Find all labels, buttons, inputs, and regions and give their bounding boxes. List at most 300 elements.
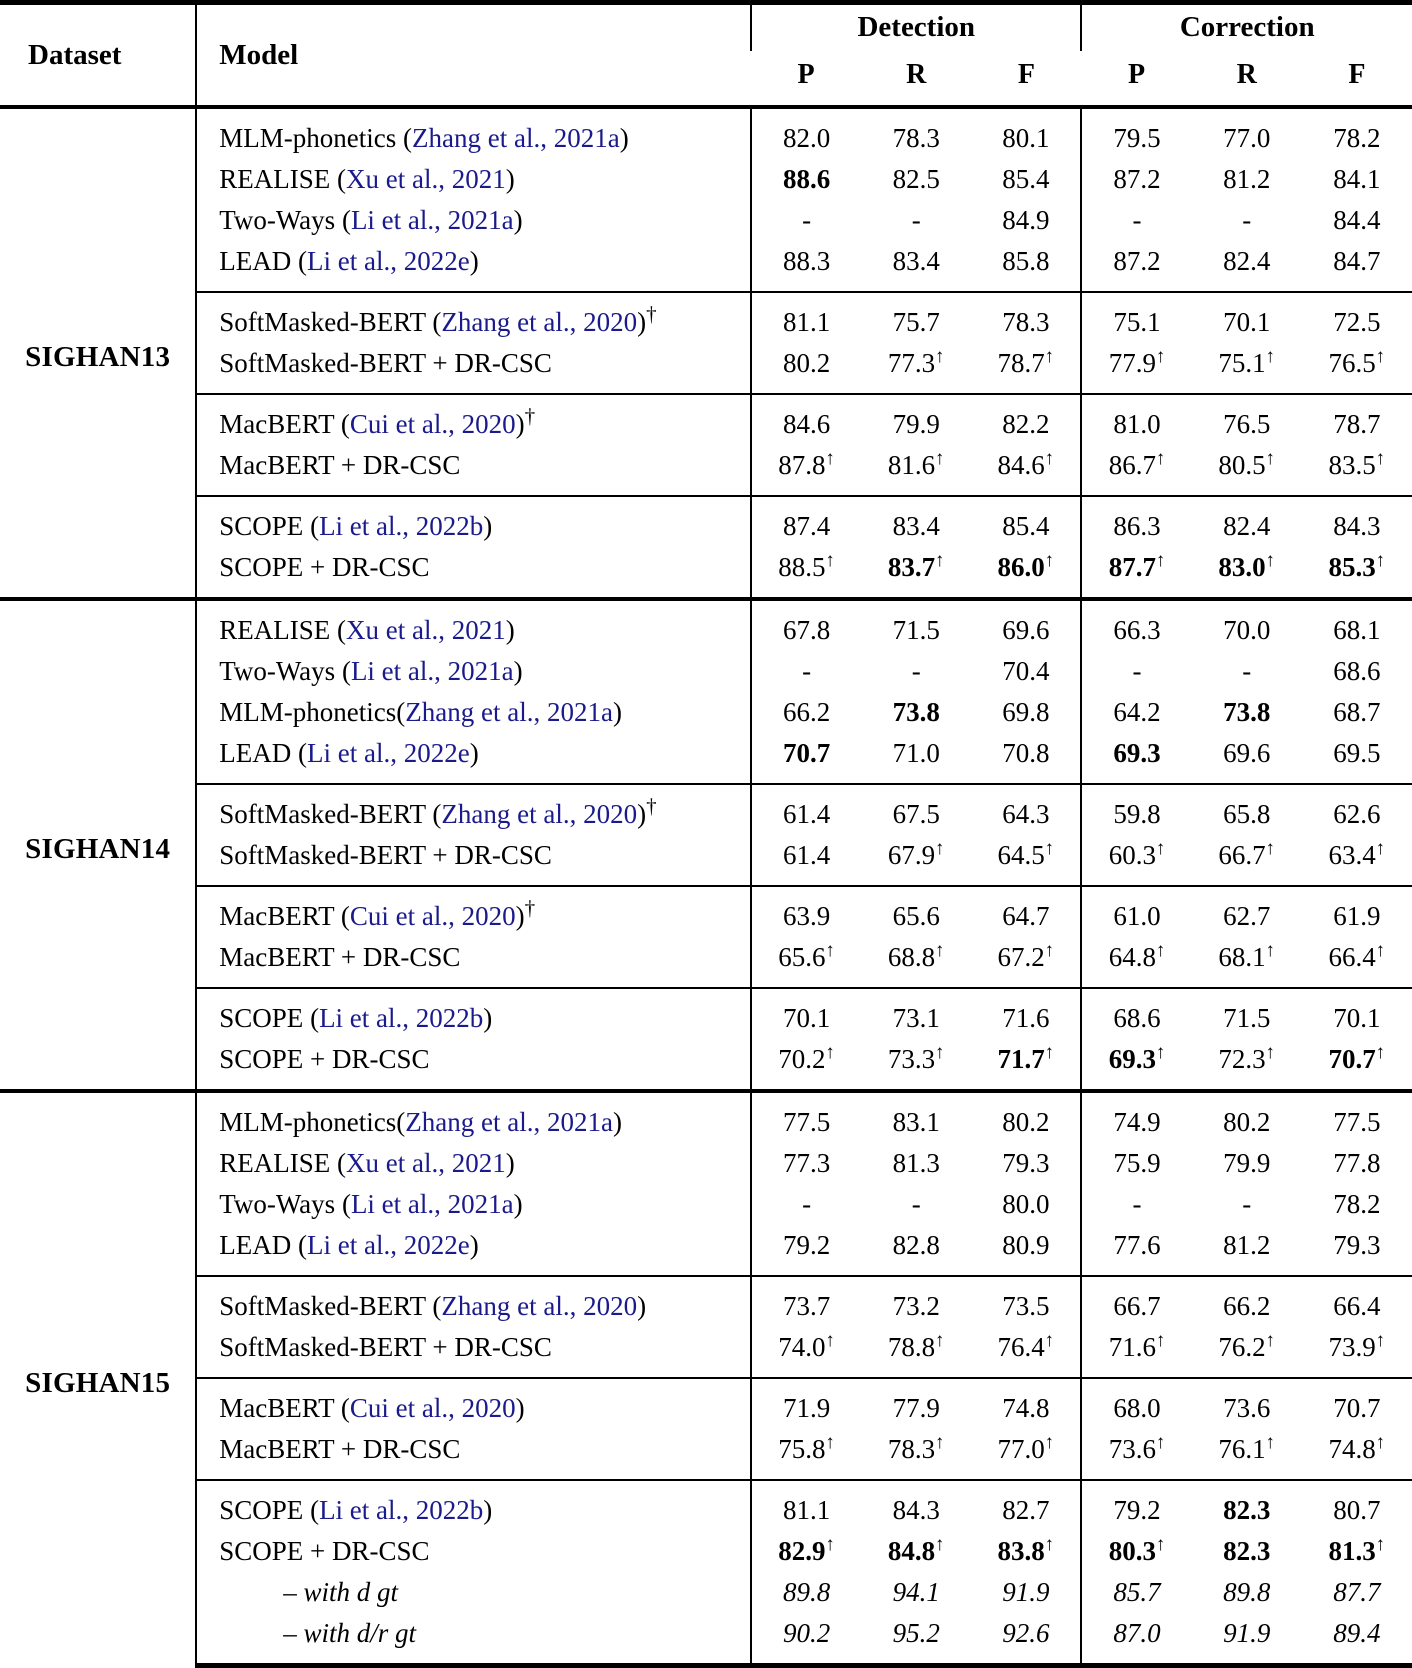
table-row xyxy=(0,835,1412,886)
metric-value-cell xyxy=(1302,1572,1412,1613)
metric-value: 64.3 xyxy=(1002,799,1050,829)
metric-value-cell xyxy=(751,547,861,599)
up-arrow-icon: ↑ xyxy=(825,940,835,961)
metric-value: 75.1 xyxy=(1218,348,1266,378)
metric-value-cell xyxy=(1302,496,1412,547)
up-arrow-icon: ↑ xyxy=(1375,940,1386,961)
citation-link[interactable]: Xu et al., 2021 xyxy=(346,1148,506,1178)
up-arrow-icon: ↑ xyxy=(1375,1534,1386,1555)
metric-value: 80.5 xyxy=(1218,450,1266,480)
metric-value-cell xyxy=(1192,599,1302,651)
up-arrow-icon: ↑ xyxy=(1044,1432,1055,1453)
metric-value-cell xyxy=(1302,1091,1412,1143)
metric-value-cell xyxy=(1192,292,1302,343)
metric-value: 79.9 xyxy=(892,409,940,439)
column-header-correction-p: P xyxy=(1081,51,1191,107)
metric-value-cell xyxy=(971,159,1081,200)
metric-value-cell xyxy=(1081,1143,1191,1184)
metric-value-cell xyxy=(861,1143,971,1184)
citation-paren-open: ( xyxy=(337,164,347,194)
citation-paren-open: ( xyxy=(432,1291,442,1321)
table-row xyxy=(0,241,1412,292)
metric-value-cell xyxy=(1192,784,1302,835)
up-arrow-icon: ↑ xyxy=(935,1534,945,1555)
metric-value-cell xyxy=(1192,886,1302,937)
model-name-cell xyxy=(196,1378,751,1429)
metric-value: 66.7 xyxy=(1113,1291,1161,1321)
model-name-text: MLM-phonetics xyxy=(219,123,403,153)
metric-value: 83.5 xyxy=(1328,450,1376,480)
metric-value: - xyxy=(1242,205,1252,235)
model-name-text: SCOPE xyxy=(219,1003,311,1033)
metric-value-cell xyxy=(971,1572,1081,1613)
metric-value-cell xyxy=(861,1184,971,1225)
metric-value-cell xyxy=(1081,159,1191,200)
metric-value: 69.3 xyxy=(1108,1044,1156,1074)
metric-value: 79.2 xyxy=(782,1230,831,1260)
up-arrow-icon: ↑ xyxy=(1155,448,1166,469)
model-name-cell xyxy=(196,1531,751,1572)
metric-value: 82.3 xyxy=(1223,1536,1271,1566)
metric-value-cell xyxy=(971,692,1081,733)
metric-value-cell xyxy=(971,651,1081,692)
metric-value-cell xyxy=(751,159,861,200)
up-arrow-icon: ↑ xyxy=(935,550,945,571)
metric-value-cell xyxy=(1081,107,1191,159)
metric-value-cell xyxy=(971,784,1081,835)
model-name-text: SoftMasked-BERT + DR-CSC xyxy=(219,1332,552,1362)
up-arrow-icon: ↑ xyxy=(825,550,835,571)
metric-value-cell xyxy=(1081,394,1191,445)
metric-value: 79.5 xyxy=(1113,123,1161,153)
metric-value: 64.5 xyxy=(997,840,1045,870)
metric-value: 76.5 xyxy=(1328,348,1376,378)
citation-paren-open: ( xyxy=(396,1107,406,1137)
metric-value: 77.5 xyxy=(1333,1107,1381,1137)
metric-value: 73.2 xyxy=(892,1291,940,1321)
metric-value-cell xyxy=(1192,692,1302,733)
metric-value: 82.4 xyxy=(1223,246,1271,276)
metric-value-cell xyxy=(971,1327,1081,1378)
metric-value-cell xyxy=(751,937,861,988)
metric-value: 78.7 xyxy=(997,348,1045,378)
metric-value-cell xyxy=(1302,241,1412,292)
citation-paren-close: ) xyxy=(483,511,493,541)
metric-value: 82.7 xyxy=(1002,1495,1050,1525)
model-name-text: SoftMasked-BERT + DR-CSC xyxy=(219,348,552,378)
model-name-text: Two-Ways xyxy=(219,205,342,235)
model-name-cell xyxy=(196,651,751,692)
up-arrow-icon: ↑ xyxy=(1155,1330,1166,1351)
citation-link[interactable]: Li et al., 2022e xyxy=(307,738,470,768)
citation-link[interactable]: Cui et al., 2020 xyxy=(349,901,516,931)
metric-value-cell xyxy=(1081,445,1191,496)
table-row xyxy=(0,200,1412,241)
citation-link[interactable]: Zhang et al., 2020 xyxy=(441,307,638,337)
up-arrow-icon: ↑ xyxy=(935,1432,945,1453)
metric-value-cell xyxy=(861,496,971,547)
metric-value-cell xyxy=(1302,1225,1412,1276)
metric-value: 63.9 xyxy=(782,901,831,931)
up-arrow-icon: ↑ xyxy=(825,1432,835,1453)
metric-value-cell xyxy=(751,1480,861,1531)
up-arrow-icon: ↑ xyxy=(1044,1042,1055,1063)
metric-value: 61.4 xyxy=(782,840,831,870)
metric-value-cell xyxy=(1192,1225,1302,1276)
metric-value: 64.8 xyxy=(1108,942,1156,972)
metric-value-cell xyxy=(751,1143,861,1184)
up-arrow-icon: ↑ xyxy=(1265,448,1276,469)
metric-value-cell xyxy=(1192,988,1302,1039)
metric-value-cell xyxy=(1302,937,1412,988)
metric-value-cell xyxy=(1302,1378,1412,1429)
metric-value: 73.8 xyxy=(892,697,940,727)
table-row xyxy=(0,651,1412,692)
metric-value: - xyxy=(1132,205,1142,235)
metric-value-cell xyxy=(861,835,971,886)
table-row xyxy=(0,599,1412,651)
dagger-icon: † xyxy=(646,794,657,818)
metric-value-cell xyxy=(1081,599,1191,651)
metric-value-cell xyxy=(751,1091,861,1143)
metric-value: 68.1 xyxy=(1333,615,1381,645)
metric-value: 84.1 xyxy=(1333,164,1381,194)
metric-value: 83.8 xyxy=(997,1536,1045,1566)
metric-value: 63.4 xyxy=(1328,840,1376,870)
metric-value-cell xyxy=(751,1184,861,1225)
citation-paren-open: ( xyxy=(310,511,320,541)
metric-value-cell xyxy=(971,1429,1081,1480)
metric-value-cell xyxy=(751,835,861,886)
metric-value: 65.8 xyxy=(1223,799,1271,829)
up-arrow-icon: ↑ xyxy=(1044,346,1055,367)
metric-value-cell xyxy=(751,988,861,1039)
citation-paren-open: ( xyxy=(341,205,351,235)
citation-paren-close: ) xyxy=(505,615,515,645)
metric-value: 87.2 xyxy=(1113,164,1161,194)
metric-value: 88.5 xyxy=(778,552,826,582)
model-name-cell xyxy=(196,1184,751,1225)
metric-value-cell xyxy=(1081,547,1191,599)
metric-value-cell xyxy=(1302,292,1412,343)
model-name-cell xyxy=(196,241,751,292)
citation-paren-close: ) xyxy=(483,1003,493,1033)
citation-link[interactable]: Li et al., 2021a xyxy=(350,656,514,686)
model-name-cell xyxy=(196,159,751,200)
citation-paren-open: ( xyxy=(340,901,350,931)
metric-value: 77.0 xyxy=(1223,123,1271,153)
metric-value: 73.6 xyxy=(1223,1393,1271,1423)
model-name-text: SoftMasked-BERT xyxy=(219,799,433,829)
metric-value: 85.7 xyxy=(1113,1577,1161,1607)
table-row xyxy=(0,394,1412,445)
metric-value-cell xyxy=(1302,1531,1412,1572)
metric-value-cell xyxy=(1081,1378,1191,1429)
metric-value: 69.3 xyxy=(1113,738,1161,768)
metric-value-cell xyxy=(971,1143,1081,1184)
metric-value: 84.3 xyxy=(892,1495,940,1525)
metric-value: 89.4 xyxy=(1333,1618,1381,1648)
metric-value-cell xyxy=(971,835,1081,886)
metric-value: 91.9 xyxy=(1002,1577,1050,1607)
table-row xyxy=(0,733,1412,784)
table-row xyxy=(0,547,1412,599)
citation-link[interactable]: Zhang et al., 2021a xyxy=(412,123,620,153)
metric-value-cell xyxy=(971,1276,1081,1327)
metric-value-cell xyxy=(1192,445,1302,496)
metric-value: 82.9 xyxy=(778,1536,826,1566)
metric-value-cell xyxy=(971,200,1081,241)
citation-link[interactable]: Li et al., 2022b xyxy=(319,511,484,541)
up-arrow-icon: ↑ xyxy=(935,448,945,469)
citation-link[interactable]: Li et al., 2022b xyxy=(319,1495,484,1525)
metric-value: 64.7 xyxy=(1002,901,1050,931)
metric-value: 75.1 xyxy=(1113,307,1161,337)
citation-paren-close: ) xyxy=(469,1230,479,1260)
table-row xyxy=(0,692,1412,733)
table-row xyxy=(0,1429,1412,1480)
metric-value-cell xyxy=(861,394,971,445)
metric-value-cell xyxy=(1192,1184,1302,1225)
model-name-cell xyxy=(196,1613,751,1666)
metric-value: 83.0 xyxy=(1218,552,1266,582)
metric-value-cell xyxy=(1302,988,1412,1039)
metric-value: 73.8 xyxy=(1223,697,1271,727)
metric-value: 84.4 xyxy=(1333,205,1381,235)
model-name-text: LEAD xyxy=(219,738,298,768)
model-name-cell xyxy=(196,988,751,1039)
model-name-cell xyxy=(196,784,751,835)
metric-value: 78.2 xyxy=(1333,1189,1381,1219)
metric-value-cell xyxy=(861,1613,971,1666)
metric-value-cell xyxy=(1081,651,1191,692)
metric-value-cell xyxy=(971,394,1081,445)
metric-value: 79.3 xyxy=(1002,1148,1050,1178)
metric-value-cell xyxy=(861,1572,971,1613)
metric-value-cell xyxy=(861,241,971,292)
metric-value: 70.4 xyxy=(1002,656,1050,686)
citation-link[interactable]: Zhang et al., 2021a xyxy=(405,697,613,727)
model-name-text: REALISE xyxy=(219,1148,338,1178)
metric-value-cell xyxy=(751,1327,861,1378)
metric-value-cell xyxy=(971,1184,1081,1225)
metric-value-cell xyxy=(751,1429,861,1480)
citation-link[interactable]: Li et al., 2022b xyxy=(319,1003,484,1033)
column-header-dataset: Dataset xyxy=(0,3,196,108)
model-name-cell xyxy=(196,1143,751,1184)
metric-value: 81.1 xyxy=(782,307,831,337)
metric-value: 81.6 xyxy=(887,450,936,480)
metric-value-cell xyxy=(1192,200,1302,241)
metric-value-cell xyxy=(751,784,861,835)
metric-value: 62.7 xyxy=(1223,901,1271,931)
citation-paren-close: ) xyxy=(505,1148,515,1178)
metric-value: 75.7 xyxy=(892,307,940,337)
dagger-icon: † xyxy=(524,404,536,428)
metric-value: 66.3 xyxy=(1113,615,1161,645)
model-name-cell xyxy=(196,200,751,241)
model-name-cell xyxy=(196,1429,751,1480)
metric-value-cell xyxy=(1302,733,1412,784)
metric-value: 67.8 xyxy=(782,615,831,645)
metric-value: 71.5 xyxy=(892,615,940,645)
metric-value-cell xyxy=(1302,886,1412,937)
metric-value: 85.8 xyxy=(1002,246,1050,276)
metric-value: 71.7 xyxy=(997,1044,1045,1074)
metric-value-cell xyxy=(971,1378,1081,1429)
metric-value-cell xyxy=(1192,1276,1302,1327)
metric-value-cell xyxy=(971,1091,1081,1143)
metric-value: 94.1 xyxy=(892,1577,940,1607)
up-arrow-icon: ↑ xyxy=(825,1330,835,1351)
metric-value-cell xyxy=(1302,343,1412,394)
table-row xyxy=(0,107,1412,159)
up-arrow-icon: ↑ xyxy=(1375,1042,1386,1063)
metric-value-cell xyxy=(1081,1429,1191,1480)
model-name-cell xyxy=(196,835,751,886)
table-row xyxy=(0,1572,1412,1613)
citation-link[interactable]: Li et al., 2022e xyxy=(307,1230,470,1260)
up-arrow-icon: ↑ xyxy=(1265,1330,1276,1351)
metric-value: 73.7 xyxy=(782,1291,831,1321)
metric-value-cell xyxy=(971,343,1081,394)
table-row xyxy=(0,1184,1412,1225)
citation-link[interactable]: Xu et al., 2021 xyxy=(346,164,506,194)
metric-value: 70.1 xyxy=(782,1003,831,1033)
metric-value: 83.4 xyxy=(892,511,940,541)
column-header-detection-r: R xyxy=(861,51,971,107)
metric-value: 80.0 xyxy=(1002,1189,1050,1219)
metric-value-cell xyxy=(861,1091,971,1143)
metric-value-cell xyxy=(861,159,971,200)
metric-value-cell xyxy=(751,692,861,733)
metric-value: 71.6 xyxy=(1002,1003,1050,1033)
model-name-cell xyxy=(196,1480,751,1531)
dataset-label-sighan13: SIGHAN13 xyxy=(0,107,196,599)
model-name-text: SoftMasked-BERT xyxy=(219,307,433,337)
metric-value: 70.1 xyxy=(1333,1003,1381,1033)
metric-value: 77.9 xyxy=(892,1393,940,1423)
citation-paren-close: ) xyxy=(469,246,479,276)
table-row xyxy=(0,292,1412,343)
up-arrow-icon: ↑ xyxy=(935,1042,945,1063)
citation-link[interactable]: Li et al., 2021a xyxy=(350,1189,514,1219)
up-arrow-icon: ↑ xyxy=(1155,1432,1166,1453)
metric-value-cell xyxy=(751,343,861,394)
metric-value-cell xyxy=(861,1429,971,1480)
citation-link[interactable]: Cui et al., 2020 xyxy=(349,1393,516,1423)
citation-paren-close: ) xyxy=(515,409,525,439)
metric-value: 77.8 xyxy=(1333,1148,1381,1178)
table-row xyxy=(0,1531,1412,1572)
citation-link[interactable]: Li et al., 2021a xyxy=(350,205,514,235)
metric-value: - xyxy=(1242,656,1252,686)
metric-value-cell xyxy=(751,1378,861,1429)
citation-paren-open: ( xyxy=(340,409,350,439)
up-arrow-icon: ↑ xyxy=(1044,838,1055,859)
citation-paren-open: ( xyxy=(310,1495,320,1525)
metric-value-cell xyxy=(861,107,971,159)
model-name-cell xyxy=(196,692,751,733)
metric-value-cell xyxy=(1302,445,1412,496)
up-arrow-icon: ↑ xyxy=(935,1330,945,1351)
model-name-text: SCOPE + DR-CSC xyxy=(219,1536,430,1566)
citation-link[interactable]: Cui et al., 2020 xyxy=(349,409,516,439)
metric-value: 87.8 xyxy=(778,450,826,480)
metric-value: 75.9 xyxy=(1113,1148,1161,1178)
metric-value: 77.9 xyxy=(1108,348,1156,378)
metric-value-cell xyxy=(861,200,971,241)
metric-value-cell xyxy=(751,733,861,784)
metric-value: 71.0 xyxy=(892,738,940,768)
metric-value: 69.6 xyxy=(1223,738,1271,768)
metric-value: 80.7 xyxy=(1333,1495,1381,1525)
metric-value-cell xyxy=(1302,651,1412,692)
metric-value: 80.2 xyxy=(1002,1107,1050,1137)
metric-value: 89.8 xyxy=(1223,1577,1271,1607)
citation-link[interactable]: Zhang et al., 2020 xyxy=(441,1291,638,1321)
model-name-text: SoftMasked-BERT xyxy=(219,1291,433,1321)
model-name-text: MacBERT xyxy=(219,1393,341,1423)
metric-value-cell xyxy=(1302,835,1412,886)
up-arrow-icon: ↑ xyxy=(1155,1534,1166,1555)
metric-value: 76.2 xyxy=(1218,1332,1266,1362)
metric-value-cell xyxy=(1081,496,1191,547)
metric-value-cell xyxy=(1081,1276,1191,1327)
citation-link[interactable]: Li et al., 2022e xyxy=(307,246,470,276)
metric-value-cell xyxy=(861,599,971,651)
model-name-text: MacBERT xyxy=(219,901,341,931)
metric-value: 81.2 xyxy=(1223,1230,1271,1260)
metric-value-cell xyxy=(1192,1378,1302,1429)
table-row xyxy=(0,1091,1412,1143)
metric-value: - xyxy=(911,1189,921,1219)
up-arrow-icon: ↑ xyxy=(1044,940,1055,961)
metric-value: 85.3 xyxy=(1328,552,1376,582)
table-row xyxy=(0,159,1412,200)
citation-paren-open: ( xyxy=(337,615,347,645)
up-arrow-icon: ↑ xyxy=(935,346,945,367)
citation-paren-close: ) xyxy=(612,697,622,727)
citation-link[interactable]: Zhang et al., 2021a xyxy=(405,1107,613,1137)
table-row xyxy=(0,445,1412,496)
metric-value: 76.4 xyxy=(997,1332,1045,1362)
model-name-cell xyxy=(196,292,751,343)
column-header-detection-f: F xyxy=(971,51,1081,107)
metric-value: 70.2 xyxy=(778,1044,826,1074)
metric-value-cell xyxy=(1192,159,1302,200)
citation-paren-close: ) xyxy=(483,1495,493,1525)
metric-value: 85.4 xyxy=(1002,511,1050,541)
metric-value-cell xyxy=(751,200,861,241)
citation-link[interactable]: Xu et al., 2021 xyxy=(346,615,506,645)
citation-paren-open: ( xyxy=(432,799,442,829)
metric-value: 69.5 xyxy=(1333,738,1381,768)
up-arrow-icon: ↑ xyxy=(1155,838,1166,859)
citation-paren-close: ) xyxy=(513,656,523,686)
column-group-detection: Detection xyxy=(751,3,1081,52)
citation-link[interactable]: Zhang et al., 2020 xyxy=(441,799,638,829)
metric-value-cell xyxy=(1081,937,1191,988)
model-name-cell xyxy=(196,496,751,547)
metric-value: 70.0 xyxy=(1223,615,1271,645)
metric-value: 89.8 xyxy=(782,1577,831,1607)
metric-value: 75.8 xyxy=(778,1434,826,1464)
metric-value: - xyxy=(1132,1189,1142,1219)
metric-value-cell xyxy=(1192,1613,1302,1666)
citation-paren-close: ) xyxy=(513,1189,523,1219)
up-arrow-icon: ↑ xyxy=(1265,1432,1276,1453)
